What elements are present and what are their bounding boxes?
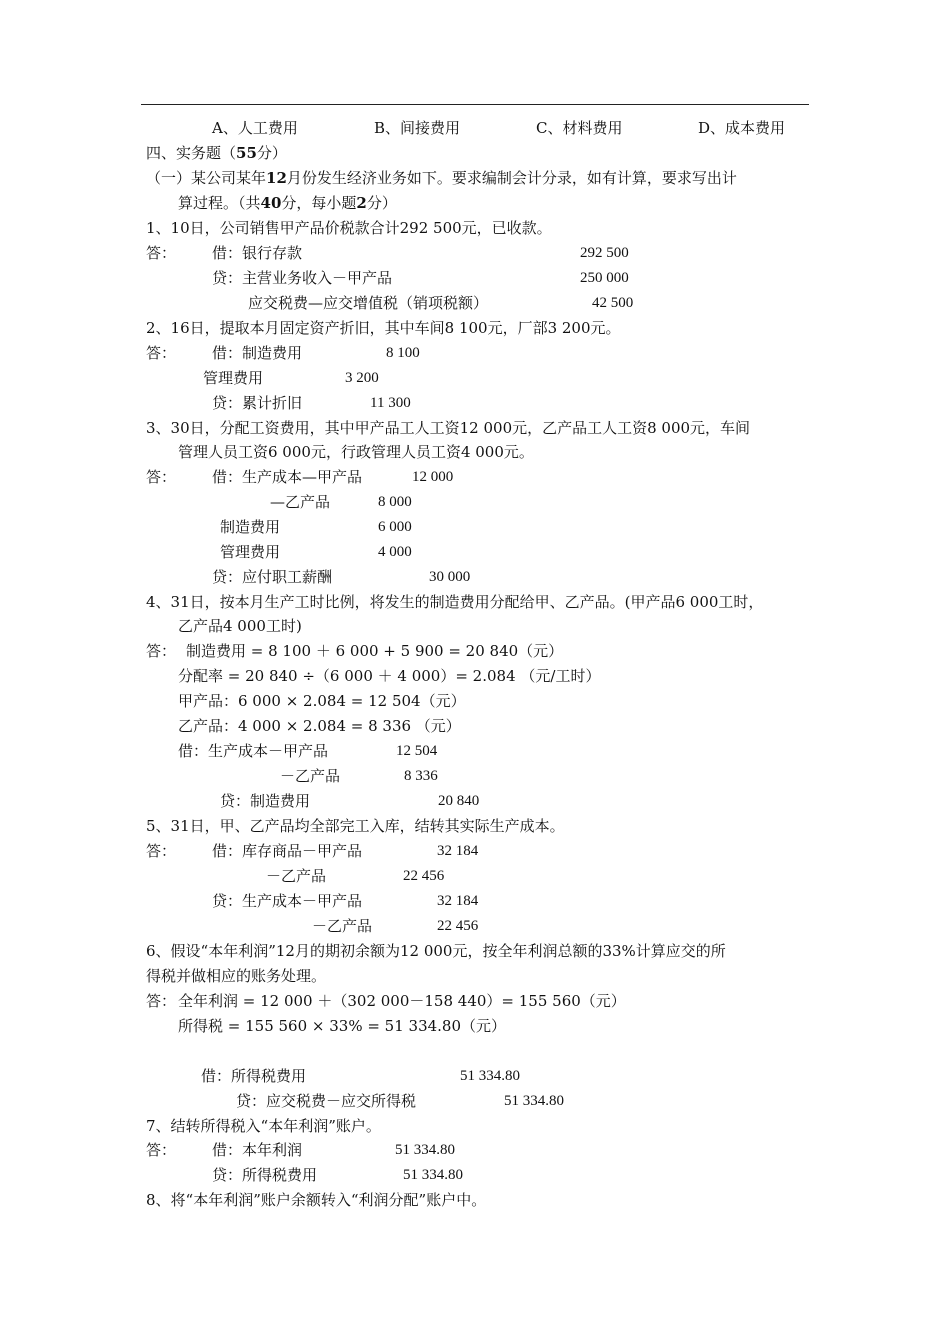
question-1: 1、10日，公司销售甲产品价税款合计292 500元，已收款。 <box>146 219 552 237</box>
entry-amount: 8 336 <box>404 768 438 784</box>
entry-amount: 22 456 <box>403 868 445 884</box>
entry-credit: 贷：应付职工薪酬 <box>212 568 333 586</box>
entry-credit: 贷：主营业务收入－甲产品 <box>212 269 393 287</box>
calc-line: 分配率 = 20 840 ÷（6 000 ＋ 4 000）= 2.084 （元/工时） <box>178 667 601 685</box>
entry-debit: 借：银行存款 <box>212 244 303 262</box>
option-d: D、成本费用 <box>698 119 786 137</box>
entry-debit: 管理费用 <box>220 543 281 561</box>
answer-label: 答： <box>146 468 177 486</box>
entry-amount: 292 500 <box>580 245 629 261</box>
entry-amount: 12 000 <box>412 469 454 485</box>
entry-debit: 管理费用 <box>203 369 264 387</box>
option-c: C、材料费用 <box>536 119 623 137</box>
entry-amount: 3 200 <box>345 370 379 386</box>
entry-amount: 20 840 <box>438 793 480 809</box>
calc-line: 制造费用 = 8 100 ＋ 6 000 + 5 900 = 20 840（元） <box>186 642 564 660</box>
entry-credit: 贷：制造费用 <box>220 792 311 810</box>
option-a: A、人工费用 <box>212 119 298 137</box>
question-2: 2、16日，提取本月固定资产折旧，其中车间8 100元，厂部3 200元。 <box>146 319 621 337</box>
entry-debit: 借：生产成本－甲产品 <box>178 742 329 760</box>
entry-debit: －乙产品 <box>280 767 341 785</box>
entry-amount: 250 000 <box>580 270 629 286</box>
intro-line-2: 算过程。（共40分，每小题2分） <box>178 194 397 212</box>
entry-amount: 8 000 <box>378 494 412 510</box>
question-4-line-1: 4、31日，按本月生产工时比例，将发生的制造费用分配给甲、乙产品。(甲产品6 000工时， <box>146 593 764 611</box>
answer-label: 答： <box>146 1141 177 1159</box>
answer-label: 答： <box>146 344 177 362</box>
question-5: 5、31日，甲、乙产品均全部完工入库，结转其实际生产成本。 <box>146 817 565 835</box>
entry-amount: 51 334.80 <box>504 1093 564 1109</box>
entry-amount: 12 504 <box>396 743 438 759</box>
entry-debit: —乙产品 <box>270 493 331 511</box>
entry-amount: 6 000 <box>378 519 412 535</box>
answer-label: 答： <box>146 642 177 660</box>
question-8: 8、将“本年利润”账户余额转入“利润分配”账户中。 <box>146 1191 487 1209</box>
entry-credit: 贷：累计折旧 <box>212 394 303 412</box>
entry-credit: －乙产品 <box>312 917 373 935</box>
entry-debit: 借：所得税费用 <box>201 1067 307 1085</box>
entry-amount: 22 456 <box>437 918 479 934</box>
entry-debit: 借：生产成本—甲产品 <box>212 468 363 486</box>
entry-amount: 30 000 <box>429 569 471 585</box>
section-heading: 四、实务题（55分） <box>146 144 287 162</box>
entry-amount: 32 184 <box>437 843 479 859</box>
question-4-line-2: 乙产品4 000工时) <box>178 617 302 635</box>
option-b: B、间接费用 <box>374 119 461 137</box>
top-rule <box>141 104 809 105</box>
entry-credit: 贷：应交税费－应交所得税 <box>236 1092 417 1110</box>
entry-debit: 借：本年利润 <box>212 1141 303 1159</box>
entry-amount: 42 500 <box>592 295 634 311</box>
entry-amount: 8 100 <box>386 345 420 361</box>
question-3-line-2: 管理人员工资6 000元，行政管理人员工资4 000元。 <box>178 443 534 461</box>
entry-amount: 32 184 <box>437 893 479 909</box>
entry-amount: 51 334.80 <box>395 1142 455 1158</box>
question-7: 7、结转所得税入“本年利润”账户。 <box>146 1117 381 1135</box>
entry-debit: 借：制造费用 <box>212 344 303 362</box>
entry-credit: 应交税费—应交增值税（销项税额） <box>248 294 489 312</box>
entry-credit: 贷：所得税费用 <box>212 1166 318 1184</box>
question-6-line-2: 得税并做相应的账务处理。 <box>146 967 327 985</box>
answer-label: 答： <box>146 842 177 860</box>
entry-debit: 借：库存商品－甲产品 <box>212 842 363 860</box>
calc-line: 所得税 = 155 560 × 33% = 51 334.80（元） <box>178 1017 507 1035</box>
entry-amount: 51 334.80 <box>460 1068 520 1084</box>
entry-debit: －乙产品 <box>266 867 327 885</box>
entry-credit: 贷：生产成本－甲产品 <box>212 892 363 910</box>
intro-line-1: （一）某公司某年12月份发生经济业务如下。要求编制会计分录，如有计算，要求写出计 <box>146 169 737 187</box>
entry-debit: 制造费用 <box>220 518 281 536</box>
entry-amount: 4 000 <box>378 544 412 560</box>
question-3-line-1: 3、30日，分配工资费用，其中甲产品工人工资12 000元，乙产品工人工资8 000元，车间 <box>146 419 751 437</box>
answer-label: 答： <box>146 244 177 262</box>
calc-line: 乙产品：4 000 × 2.084 = 8 336 （元） <box>178 717 461 735</box>
answer-label: 答： <box>146 992 177 1010</box>
calc-line: 甲产品：6 000 × 2.084 = 12 504（元） <box>178 692 466 710</box>
entry-amount: 11 300 <box>370 395 411 411</box>
entry-amount: 51 334.80 <box>403 1167 463 1183</box>
question-6-line-1: 6、假设“本年利润”12月的期初余额为12 000元，按全年利润总额的33%计算应交的所 <box>146 942 726 960</box>
calc-line: 全年利润 = 12 000 ＋（302 000－158 440）= 155 560（元） <box>178 992 626 1010</box>
